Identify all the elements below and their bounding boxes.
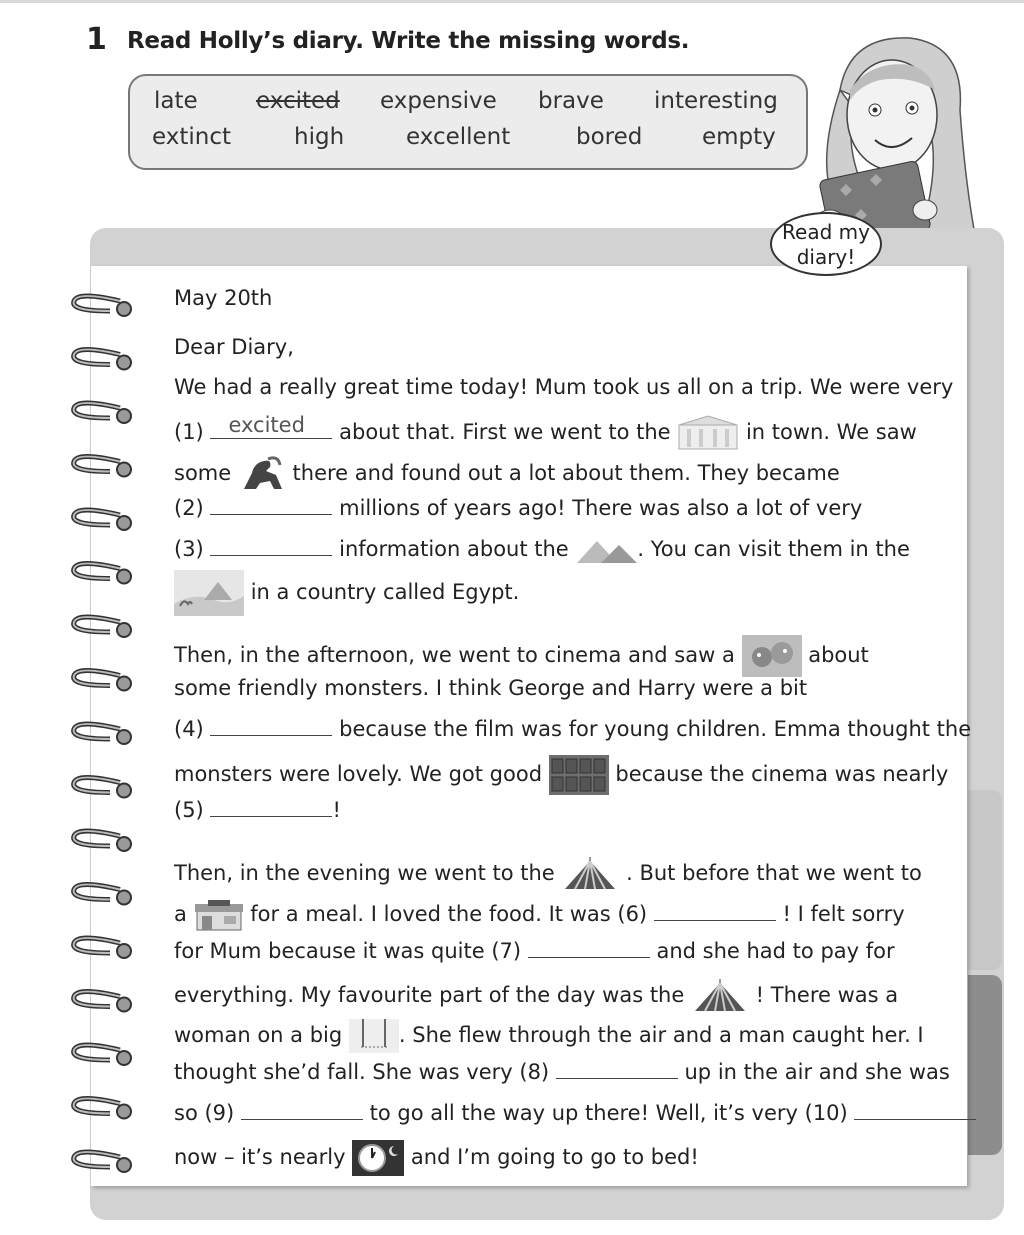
example-answer: excited <box>228 413 305 437</box>
bubble-line: diary! <box>796 245 856 269</box>
diary-line <box>174 415 917 451</box>
gap-number: (1) <box>174 420 204 444</box>
gap-number: (5) <box>174 798 204 822</box>
diary-greeting: Dear Diary, <box>174 335 294 359</box>
diary-line <box>174 495 862 520</box>
gap-number: (10) <box>804 1101 848 1125</box>
word-late: late <box>154 88 198 114</box>
gap-number: (7) <box>491 939 522 963</box>
spiral-ring <box>74 1099 131 1119</box>
diary-line <box>174 535 910 565</box>
diary-line <box>174 635 869 677</box>
trapeze-picture <box>349 1019 399 1053</box>
diary-text: some <box>174 461 232 485</box>
answer-gap-2[interactable] <box>210 495 332 515</box>
diary-line <box>174 898 905 932</box>
spiral-ring <box>74 296 131 316</box>
diary-line <box>174 857 922 891</box>
diary-date: May 20th <box>174 286 273 310</box>
answer-gap-6[interactable] <box>654 901 776 921</box>
desert-picture <box>174 570 244 616</box>
diary-text: . But before that we went to <box>626 861 922 885</box>
diary-text: and I’m going to go to bed! <box>410 1145 699 1169</box>
diary-line <box>174 716 971 741</box>
diary-text: thought she’d fall. She was very <box>174 1060 513 1084</box>
diary-text: . She flew through the air and a man caught her. I <box>398 1023 924 1047</box>
diary-line <box>174 1059 950 1084</box>
spiral-ring <box>74 1152 131 1172</box>
answer-gap-10[interactable] <box>854 1100 976 1120</box>
spiral-ring <box>74 403 131 423</box>
dinosaur-picture <box>238 455 286 493</box>
spiral-binding <box>70 285 140 1185</box>
diary-text: there and found out a lot about them. They became <box>292 461 840 485</box>
diary-text: Then, in the evening we went to the <box>174 861 555 885</box>
diary-text: so <box>174 1101 198 1125</box>
diary-text: because the cinema was nearly <box>615 762 949 786</box>
diary-text: information about the <box>339 537 569 561</box>
top-border <box>0 0 1024 3</box>
diary-line: We had a really great time today! Mum took us all on a trip. We were very <box>174 375 954 399</box>
exercise-title: Read Holly’s diary. Write the missing words. <box>127 28 690 54</box>
spiral-ring <box>74 1045 131 1065</box>
diary-text: about <box>808 643 869 667</box>
word-expensive: expensive <box>380 88 497 114</box>
answer-gap-4[interactable] <box>210 716 332 736</box>
diary-line: some friendly monsters. I think George and Harry were a bit <box>174 676 808 700</box>
word-box <box>128 74 808 170</box>
diary-line <box>174 1140 699 1176</box>
speech-bubble <box>770 212 882 276</box>
bubble-line: Read my <box>782 220 870 244</box>
word-extinct: extinct <box>152 124 232 150</box>
diary-text: in town. We saw <box>745 420 917 444</box>
page-tab-dark <box>968 975 1002 1155</box>
diary-line <box>174 1019 924 1053</box>
pyramids-picture <box>575 535 637 565</box>
word-excited-crossed: excited <box>256 88 340 114</box>
spiral-ring <box>74 778 131 798</box>
diary-text: to go all the way up there! Well, it’s very <box>369 1101 798 1125</box>
gap-number: (4) <box>174 717 204 741</box>
answer-gap-3[interactable] <box>210 536 332 556</box>
diary-text: for Mum because it was quite <box>174 939 485 963</box>
film-picture <box>742 635 802 677</box>
diary-line <box>174 938 895 963</box>
night-clock-picture <box>352 1140 404 1176</box>
diary-line <box>174 755 948 795</box>
exercise-number: 1 <box>86 22 107 57</box>
diary-text: ! There was a <box>755 983 899 1007</box>
diary-text: in a country called Egypt. <box>250 580 520 604</box>
answer-gap-8[interactable] <box>556 1059 678 1079</box>
answer-gap-5[interactable] <box>210 797 332 817</box>
word-interesting: interesting <box>654 88 778 114</box>
diary-text: up in the air and she was <box>684 1060 950 1084</box>
circus-tent-picture <box>561 857 619 891</box>
holly-illustration <box>800 30 980 235</box>
diary-line <box>174 979 898 1013</box>
diary-text: ! <box>332 798 341 822</box>
diary-text: monsters were lovely. We got good <box>174 762 543 786</box>
diary-line <box>174 570 519 616</box>
spiral-ring <box>74 350 131 370</box>
spiral-ring <box>74 510 131 530</box>
restaurant-picture <box>194 898 244 932</box>
spiral-ring <box>74 831 131 851</box>
answer-gap-7[interactable] <box>528 938 650 958</box>
spiral-ring <box>74 617 131 637</box>
spiral-ring <box>74 992 131 1012</box>
word-brave: brave <box>538 88 604 114</box>
spiral-ring <box>74 724 131 744</box>
spiral-ring <box>74 885 131 905</box>
spiral-ring <box>74 671 131 691</box>
word-excellent: excellent <box>406 124 511 150</box>
gap-number: (9) <box>204 1101 235 1125</box>
diary-line <box>174 797 341 822</box>
spiral-ring <box>74 938 131 958</box>
diary-text: millions of years ago! There was also a lot of very <box>339 496 863 520</box>
word-empty: empty <box>702 124 776 150</box>
diary-text: . You can visit them in the <box>637 537 910 561</box>
diary-text: for a meal. I loved the food. It was <box>250 902 611 926</box>
diary-text: a <box>174 902 187 926</box>
page-tab <box>968 790 1002 970</box>
gap-number: (2) <box>174 496 204 520</box>
diary-text: ! I felt sorry <box>782 902 905 926</box>
diary-text: woman on a big <box>174 1023 343 1047</box>
diary-text: everything. My favourite part of the day was the <box>174 983 685 1007</box>
word-bored: bored <box>576 124 643 150</box>
diary-line <box>174 1100 976 1125</box>
museum-picture <box>677 415 739 451</box>
spiral-ring <box>74 564 131 584</box>
diary-text: now – it’s nearly <box>174 1145 346 1169</box>
diary-text: about that. First we went to the <box>339 420 671 444</box>
diary-text: and she had to pay for <box>656 939 895 963</box>
circus-picture <box>691 979 749 1013</box>
spiral-ring <box>74 457 131 477</box>
answer-gap-9[interactable] <box>241 1100 363 1120</box>
diary-text: Then, in the afternoon, we went to cinema and saw a <box>174 643 735 667</box>
word-high: high <box>294 124 345 150</box>
diary-text: because the film was for young children. Emma thought the <box>339 717 972 741</box>
seats-picture <box>549 755 609 795</box>
answer-gap-1[interactable] <box>210 413 332 439</box>
diary-line <box>174 455 840 493</box>
gap-number: (8) <box>519 1060 550 1084</box>
gap-number: (3) <box>174 537 204 561</box>
gap-number: (6) <box>617 902 648 926</box>
